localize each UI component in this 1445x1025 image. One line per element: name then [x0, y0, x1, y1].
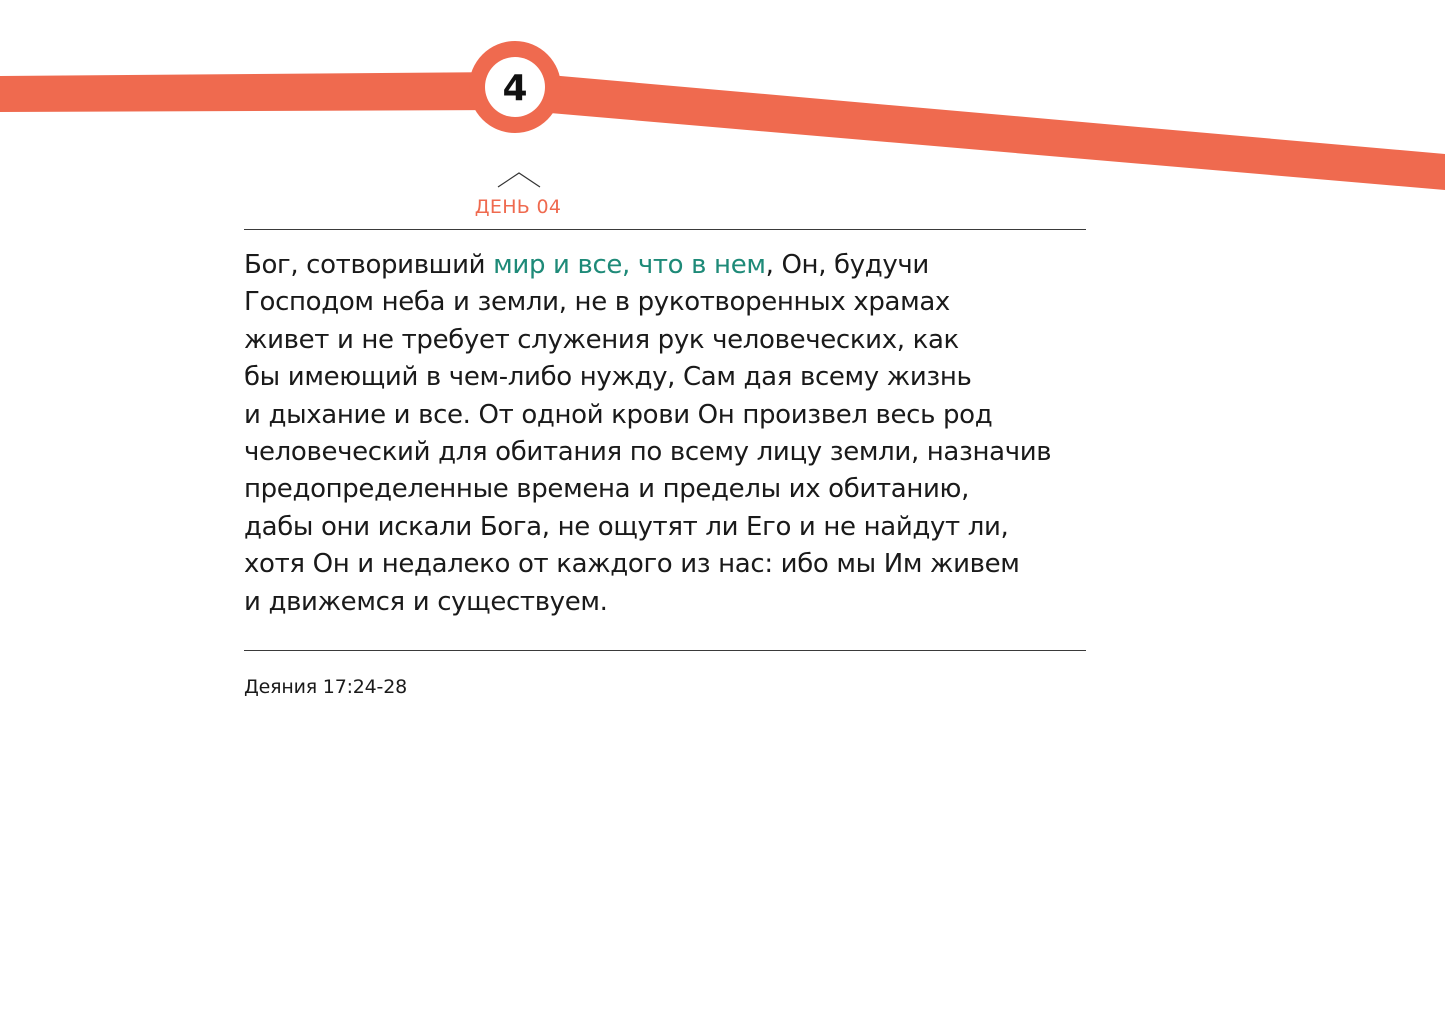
- top-divider: [244, 229, 1086, 230]
- day-label: ДЕНЬ 04: [474, 196, 562, 218]
- verse-line: дабы они искали Бога, не ощутят ли Его и не найдут ли,: [244, 511, 1009, 542]
- caret-up-icon: [497, 171, 541, 189]
- verse-line: Господом неба и земли, не в рукотворенных храмах: [244, 287, 950, 318]
- verse-line: [244, 247, 1094, 284]
- verse-line: и дыхание и все. От одной крови Он произвел весь род: [244, 399, 993, 430]
- verse-line1-before: Бог, сотворивший: [244, 250, 494, 280]
- verse-line: человеческий для обитания по всему лицу земли, назначив: [244, 437, 1052, 468]
- verse-line: бы имеющий в чем-либо нужду, Сам дая всему жизнь: [244, 362, 972, 393]
- scripture-reference: Деяния 17:24-28: [244, 676, 407, 698]
- scripture-text: [244, 247, 1094, 621]
- timeline-badge-number: 4: [502, 68, 528, 109]
- verse-highlight: мир и все, что в нем: [493, 250, 766, 280]
- timeline-line: [0, 0, 1445, 220]
- timeline-stroke: [0, 72, 1445, 190]
- verse-line: хотя Он и недалеко от каждого из нас: ибо мы Им живем: [244, 549, 1020, 580]
- verse-line: предопределенные времена и пределы их обитанию,: [244, 474, 969, 505]
- verse-line: живет и не требует служения рук человеческих, как: [244, 324, 959, 355]
- verse-line1-after: , Он, будучи: [765, 250, 929, 280]
- verse-line: и движемся и существуем.: [244, 586, 608, 617]
- bottom-divider: [244, 650, 1086, 651]
